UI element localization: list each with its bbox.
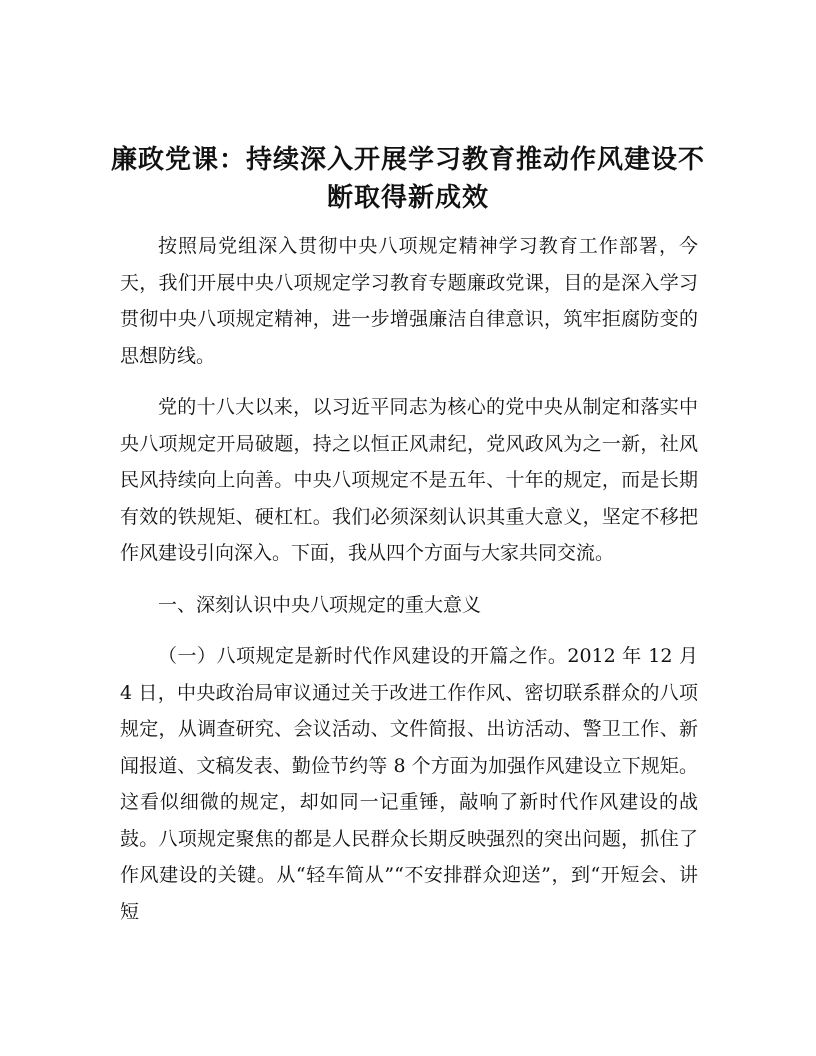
section-heading-1: 一、深刻认识中央八项规定的重大意义 [158,593,482,616]
paragraph-intro: 按照局党组深入贯彻中央八项规定精神学习教育工作部署，今天，我们开展中央八项规定学习教育专题廉政党课，目的是深入学习贯彻中央八项规定精神，进一步增强廉洁自律意识，筑牢拒腐防变的思想防线。 [120,235,698,367]
document-body [120,228,698,945]
paragraph-background: 党的十八大以来，以习近平同志为核心的党中央从制定和落实中央八项规定开局破题，持之以恒正风肃纪，党风政风为之一新，社风民风持续向上向善。中央八项规定不是五年、十年的规定，而是长期有效的铁规矩、硬杠杠。我们必须深刻认识其重大意义，坚定不移把作风建设引向深入。下面，我从四个方面与大家共同交流。 [120,396,698,564]
document-title: 廉政党课：持续深入开展学习教育推动作风建设不断取得新成效 [110,145,705,213]
paragraph-subsection-1: （一）八项规定是新时代作风建设的开篇之作。2012 年 12 月 4 日，中央政治局审议通过关于改进工作作风、密切联系群众的八项规定，从调查研究、会议活动、文件简报、出访活动、警卫工作、新闻报道、文稿发表、勤俭节约等 8 个方面为加强作风建设立下规矩。这看似细微的规定，却如同一记重锤，敲响了新时代作风建设的战鼓。八项规定聚焦的都是人民群众长期反映强烈的突出问题，抓住了作风建设的关键。从“轻车简从”“不安排群众迎送”，到“开短会、讲短 [120,645,698,923]
